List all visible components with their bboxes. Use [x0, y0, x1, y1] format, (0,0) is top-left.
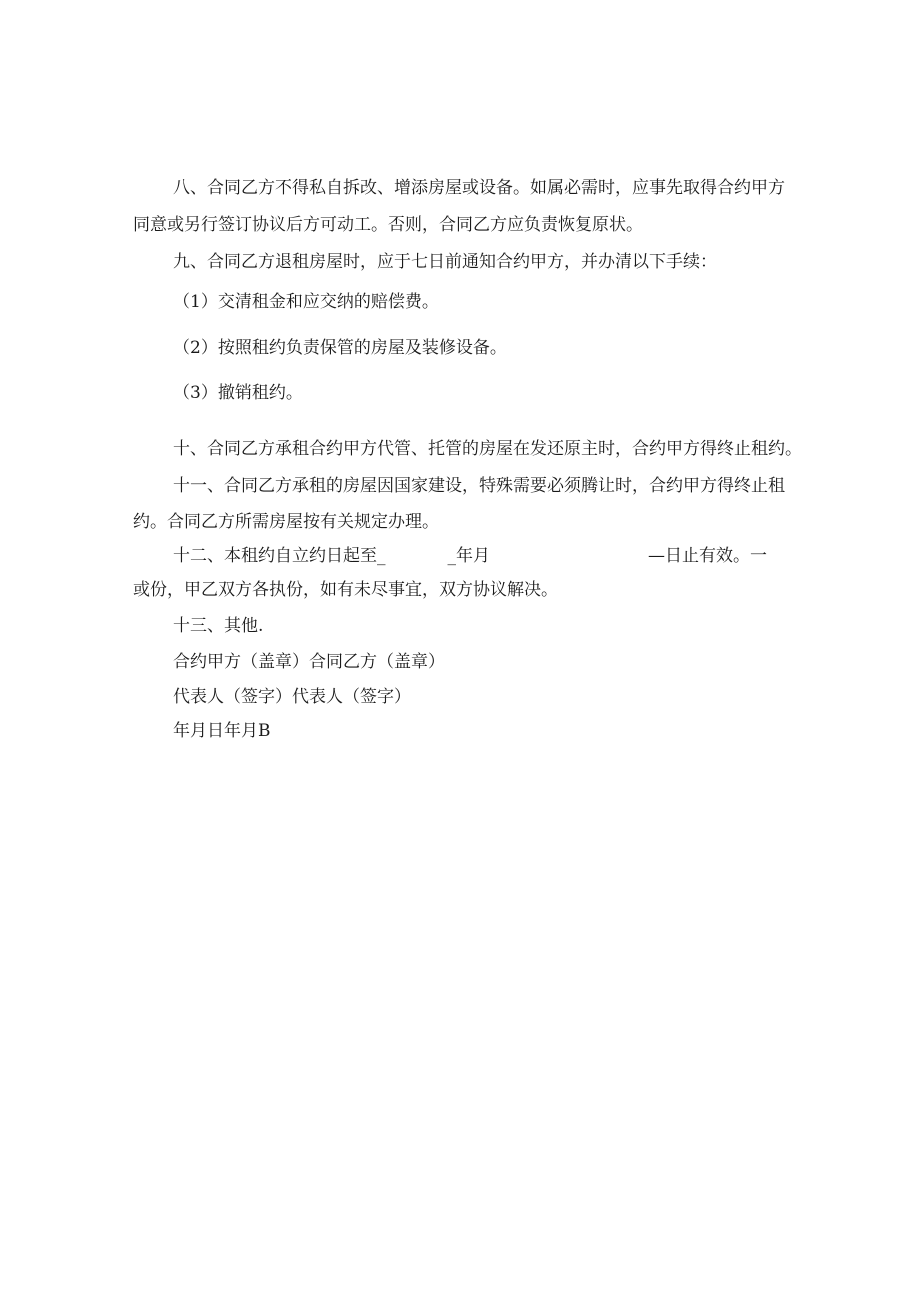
clause-11-line-2: 约。合同乙方所需房屋按有关规定办理。: [133, 512, 439, 532]
signature-dates: 年月日年月B: [173, 721, 271, 741]
clause-11-line-1: 十一、合同乙方承租的房屋因国家建设，特殊需要必须腾让时，合约甲方得终止租: [173, 476, 785, 496]
clause-12-part-1: 十二、本租约自立约日起至_: [173, 546, 386, 566]
signature-representatives: 代表人（签字）代表人（签字）: [173, 687, 411, 707]
clause-8-line-1: 八、合同乙方不得私自拆改、增添房屋或设备。如属必需时，应事先取得合约甲方: [173, 178, 785, 198]
clause-9-item-1: （1）交清租金和应交纳的赔偿费。: [173, 292, 439, 312]
clause-9-item-3: （3）撤销租约。: [173, 383, 303, 403]
clause-12-part-3: —日止有效。一: [648, 546, 767, 566]
clause-9-item-2: （2）按照租约负责保管的房屋及装修设备。: [173, 338, 507, 358]
clause-12-part-2: _年月: [447, 546, 490, 566]
clause-13: 十三、其他.: [173, 616, 264, 636]
clause-12-line-2: 或份，甲乙双方各执份，如有未尽事宜，双方协议解决。: [133, 580, 558, 600]
clause-10: 十、合同乙方承租合约甲方代管、托管的房屋在发还原主时，合约甲方得终止租约。: [173, 439, 802, 459]
clause-9-intro: 九、合同乙方退租房屋时，应于七日前通知合约甲方，并办清以下手续：: [173, 252, 717, 272]
clause-8-line-2: 同意或另行签订协议后方可动工。否则，合同乙方应负责恢复原状。: [133, 215, 643, 235]
signature-parties: 合约甲方（盖章）合同乙方（盖章）: [173, 652, 445, 672]
clause-12-line-1: [173, 544, 767, 568]
